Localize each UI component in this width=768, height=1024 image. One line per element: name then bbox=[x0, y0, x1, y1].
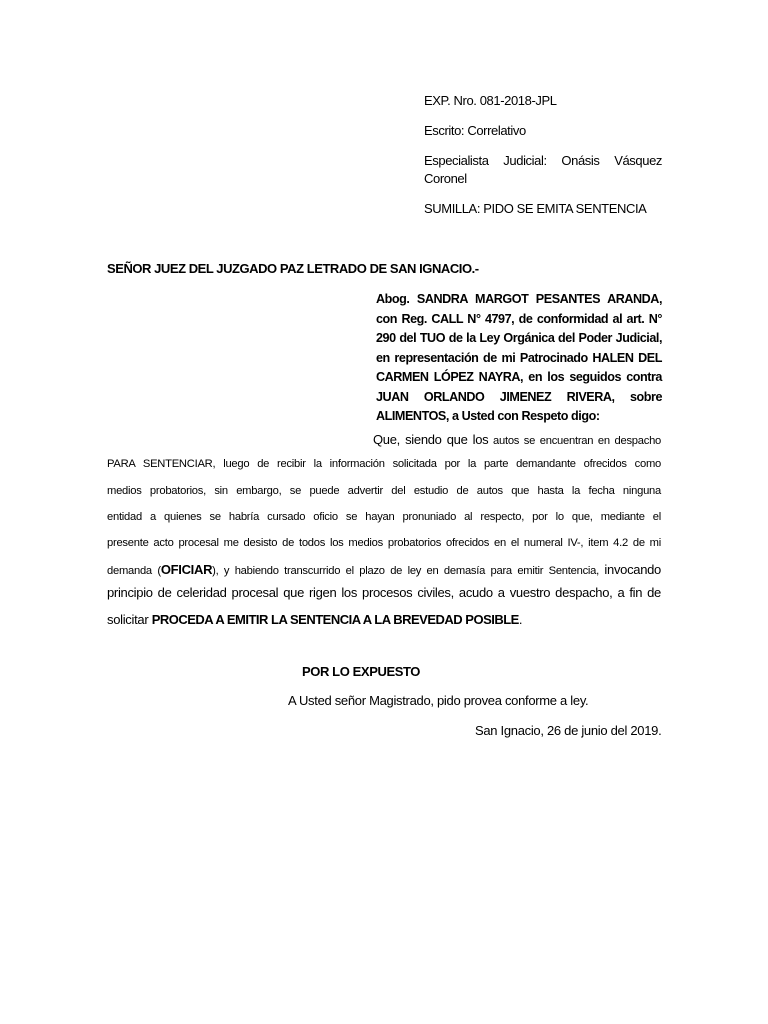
intro-line: CARMEN LÓPEZ NAYRA, en los seguidos contra bbox=[376, 370, 662, 384]
body-line-1 bbox=[373, 432, 661, 447]
closing-request: A Usted señor Magistrado, pido provea conforme a ley. bbox=[288, 693, 589, 708]
summary-line: SUMILLA: PIDO SE EMITA SENTENCIA bbox=[424, 201, 647, 216]
case-number: EXP. Nro. 081-2018-JPL bbox=[424, 93, 557, 108]
addressee-heading: SEÑOR JUEZ DEL JUZGADO PAZ LETRADO DE SAN IGNACIO.- bbox=[107, 261, 479, 276]
body-line-1-rest: autos se encuentran en despacho bbox=[493, 435, 662, 447]
body-line-2: PARA SENTENCIAR, luego de recibir la información solicitada por la parte demandante ofrecidos como bbox=[107, 458, 661, 470]
intro-line: JUAN ORLANDO JIMENEZ RIVERA, sobre bbox=[376, 389, 662, 404]
place-date: San Ignacio, 26 de junio del 2019. bbox=[475, 723, 662, 738]
body-line-3: medios probatorios, sin embargo, se puede advertir del estudio de autos que hasta la fecha ninguna bbox=[107, 485, 661, 497]
body-line-6-a: demanda ( bbox=[107, 565, 161, 577]
judicial-specialist-line1: Especialista Judicial: Onásis Vásquez bbox=[424, 153, 662, 168]
judicial-specialist-line2: Coronel bbox=[424, 171, 467, 186]
oficiar-bold: OFICIAR bbox=[160, 562, 213, 577]
body-line-6 bbox=[107, 562, 661, 577]
intro-line: ALIMENTOS, a Usted con Respeto digo: bbox=[376, 409, 600, 423]
body-line-8-a: solicitar bbox=[107, 612, 149, 627]
intro-line: con Reg. CALL N° 4797, de conformidad al art. N° bbox=[376, 311, 662, 326]
request-bold: PROCEDA A EMITIR LA SENTENCIA A LA BREVEDAD POSIBLE bbox=[151, 612, 519, 627]
body-line-4: entidad a quienes se habría cursado oficio se hayan pronuniado al respecto, por lo que, mediante el bbox=[107, 511, 661, 523]
intro-paragraph bbox=[376, 290, 662, 427]
por-lo-expuesto: POR LO EXPUESTO bbox=[302, 664, 421, 679]
body-line-5: presente acto procesal me desisto de todos los medios probatorios ofrecidos en el numeral IV-, item 4.2 de mi bbox=[107, 537, 661, 549]
intro-line: en representación de mi Patrocinado HALEN DEL bbox=[376, 350, 662, 365]
body-line-8 bbox=[107, 612, 661, 627]
body-line-6-c: ), y habiendo transcurrido el plazo de ley en demasía para emitir Sentencia, bbox=[212, 565, 599, 577]
body-line-7: principio de celeridad procesal que rigen los procesos civiles, acudo a vuestro despacho, a fin de bbox=[107, 585, 661, 600]
document-type: Escrito: Correlativo bbox=[424, 123, 526, 138]
body-line-1-lead: Que, siendo que los bbox=[373, 432, 489, 447]
intro-line: Abog. SANDRA MARGOT PESANTES ARANDA, bbox=[376, 292, 662, 306]
intro-line: 290 del TUO de la Ley Orgánica del Poder Judicial, bbox=[376, 331, 662, 345]
body-line-8-c: . bbox=[518, 612, 523, 627]
body-line-6-d: invocando bbox=[604, 562, 661, 577]
